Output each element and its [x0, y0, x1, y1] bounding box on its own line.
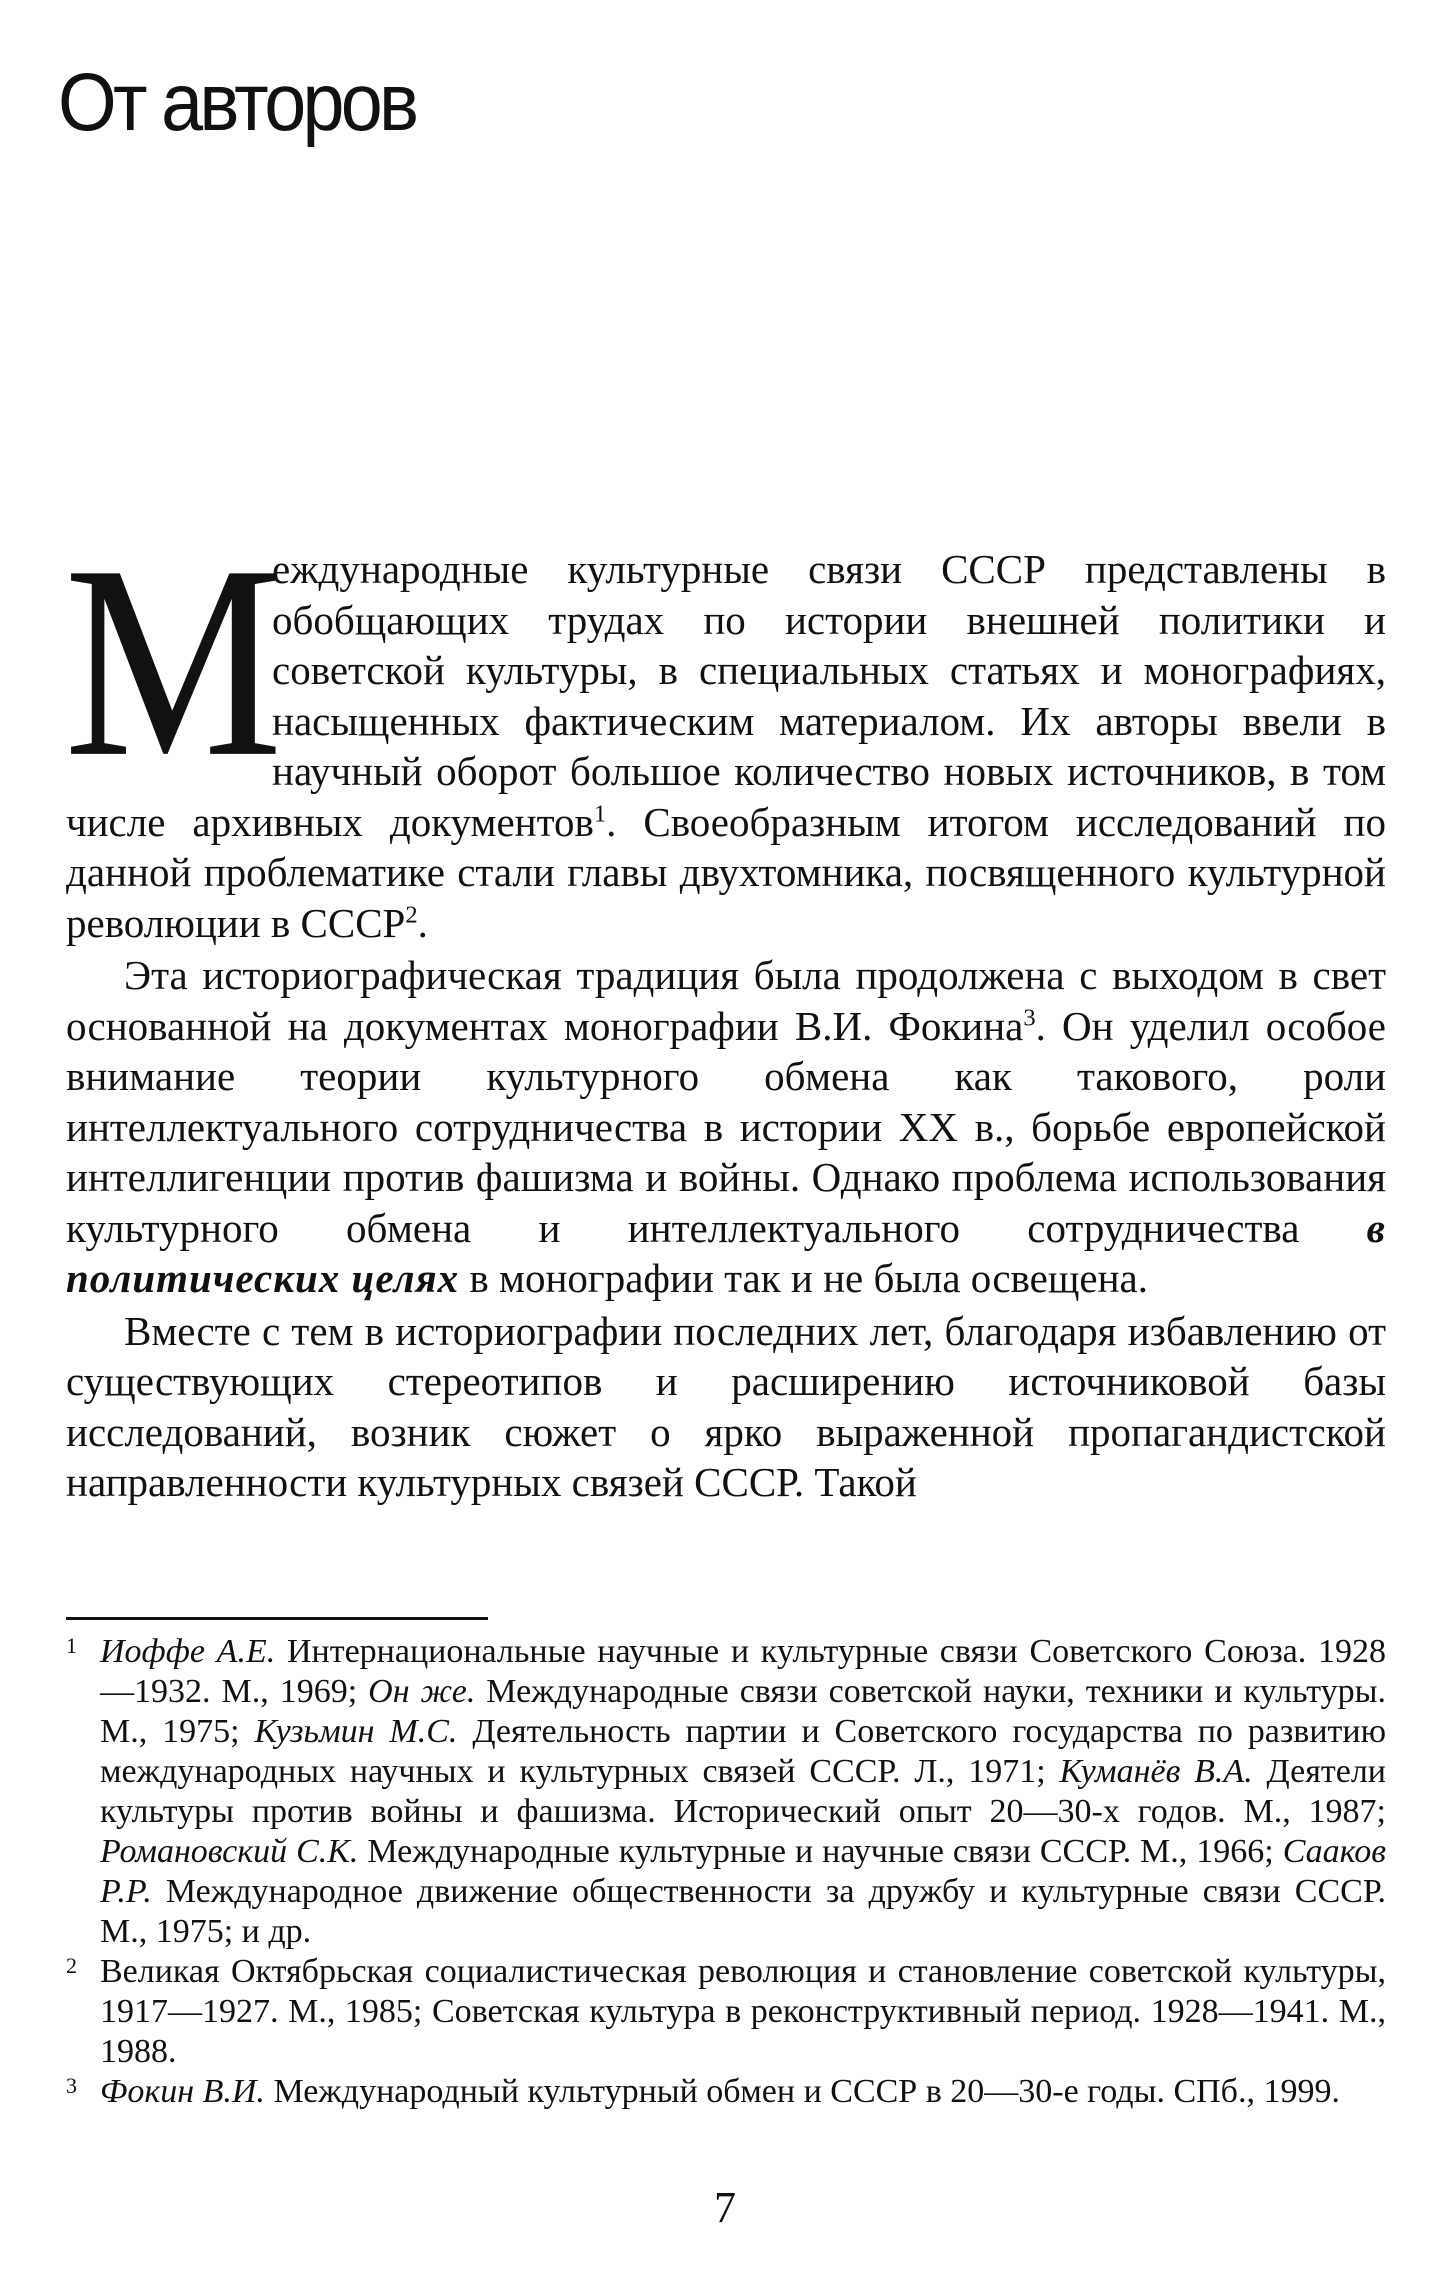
- footnote-2: 2 Великая Октябрьская социалистическая революция и становление советской культуры, 1917—1927. М., 1985; Советская культура в реконструктивный период. 1928—1941. М., 1988.: [66, 1952, 1386, 2072]
- footnote-ref-3: 3: [1023, 1003, 1036, 1031]
- footnote-divider: [66, 1617, 488, 1620]
- footnote-ref-1: 1: [593, 799, 607, 827]
- emphasis: в политических целях: [66, 1204, 1386, 1301]
- footnote-ref-2: 2: [405, 900, 418, 928]
- drop-cap: М: [64, 509, 283, 815]
- footnote-number: 2: [66, 1953, 77, 1978]
- footnote-number: 3: [66, 2073, 77, 2098]
- paragraph-1: М еждународные культурные связи СССР представлены в обобщающих трудах по истории внешней политики и советской культуры, в специальных статьях и монографиях, насыщенных фактическим материалом. Их авторы ввели в научный оборот большое количество новых источников, в том числе архивных документов$^1$. Своеобразным итогом исследований по данной проблематике стали главы двухтомника, посвященного культурной революции в СССР$^2$.: [64, 509, 1386, 946]
- paragraph-2: Эта историографическая традиция была продолжена с выходом в свет основанной на документах монографии В.И. Фокина$^3$. Он уделил особое внимание теории культурного обмена как такового, роли интеллектуального сотрудничества в истории XX в., борьбе европейской интеллигенции против фашизма и войны. Однако проблема использования культурного обмена и интеллектуального сотрудничества в политических целях в монографии так и не была освещена.: [66, 952, 1386, 1301]
- main-text: [64, 509, 1386, 1508]
- page-number: 7: [714, 2183, 736, 2232]
- footnote-3: 3 Фокин В.И. Международный культурный обмен и СССР в 20—30-е годы. СПб., 1999.: [66, 2072, 1386, 2112]
- footnote-1: 1 Иоффе А.Е. Интернациональные научные и культурные связи Советского Союза. 1928—1932. М., 1969; Он же. Международные связи советской науки, техники и культуры. М., 1975; Кузьмин М.С. Деятельность партии и Советского государства по развитию международных научных и культурных связей СССР. Л., 1971; Куманёв В.А. Деятели культуры против войны и фашизма. Исторический опыт 20—30-х годов. М., 1987; Романовский С.К. Международные культурные и научные связи СССР. М., 1966; Сааков Р.Р. Международное движение общественности за дружбу и культурные связи СССР. М., 1975; и др.: [66, 1632, 1386, 1952]
- footnote-number: 1: [66, 1633, 77, 1658]
- chapter-title: От авторов: [58, 57, 416, 148]
- paragraph-3: Вместе с тем в историографии последних лет, благодаря избавлению от существующих стереотипов и расширению источниковой базы исследований, возник сюжет о ярко выраженной пропагандистской направленности культурных связей СССР. Такой: [66, 1307, 1386, 1505]
- footnotes: [66, 1632, 1386, 2112]
